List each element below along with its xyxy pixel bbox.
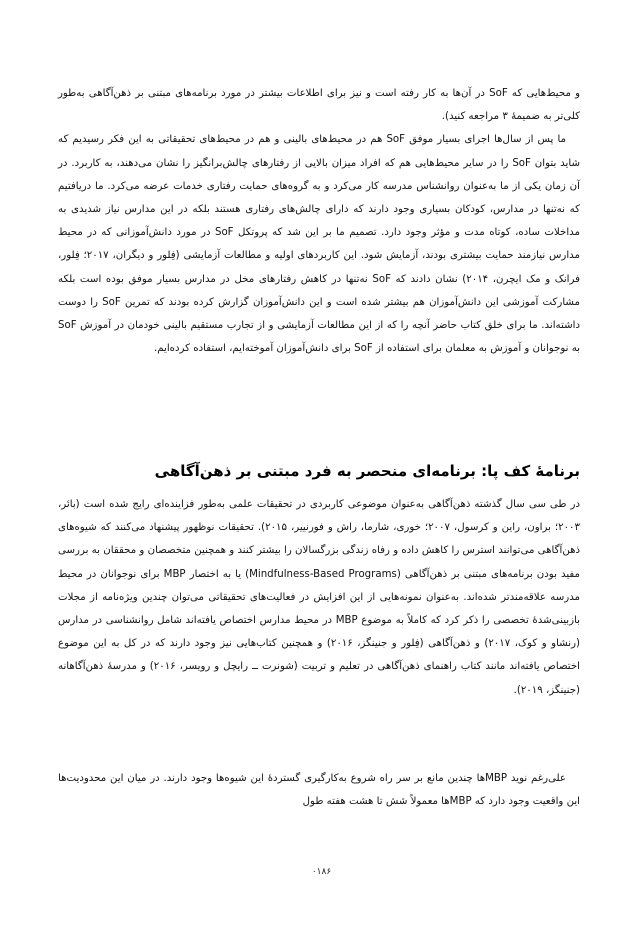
page-number: ۰۱۸۶	[311, 867, 332, 877]
body-text-tail	[58, 767, 580, 813]
paragraph-mindfulness-research: در طی سی سال گذشته ذهن‌آگاهی به‌عنوان موضوعی کاربردی در تحقیقات علمی به‌طور فزاینده‌ای رایج شده است (بائر، ۲۰۰۳؛ براون، راین و کرسول، ۲۰۰۷؛ خوری، شارما، راش و فورنییر، ۲۰۱۵). تحقیقات نوظهور پیشنهاد می‌کنند که شیوه‌های ذهن‌آگاهی می‌توانند استرس را کاهش داده و رفاه زندگی بزرگسالان را بیشتر کنند و همچنین متخصصان و محققان به بررسی مفید بودن برنامه‌های مبتنی بر ذهن‌آگاهی (Mindfulness-Based Programs) یا به اختصار MBP برای نوجوانان در محیط مدرسه علاقه‌مندتر شده‌اند. به‌عنوان نمونه‌هایی از این افزایش در فعالیت‌های تحقیقاتی می‌توان چندین ویژه‌نامه از مجلات بازبینی‌شدهٔ تخصصی را ذکر کرد که کاملاً به موضوع MBP در محیط مدارس اختصاص یافته‌اند شامل روانشناسی در مدارس (رنشاو و کوک، ۲۰۱۷) و ذهن‌آگاهی (فِلور و جنینگز، ۲۰۱۶) و همچنین کتاب‌هایی نیز وجود دارند که در کل به این موضوع اختصاص یافته‌اند مانند کتاب راهنمای ذهن‌آگاهی در تعلیم و تربیت (شونرت ــ رایچل و رویسر، ۲۰۱۶) و مدرسهٔ ذهن‌آگاهانه (جنینگز، ۲۰۱۹).	[58, 499, 581, 696]
paragraph-mbp-barriers: علی‌رغم نوید MBPها چندین مانع بر سر راه شروع به‌کارگیری گستردهٔ این شیوه‌ها وجود دارند. در میان این محدودیت‌ها این واقعیت وجود دارد که MBPها معمولاً شش تا هشت هفته طول	[58, 773, 580, 808]
body-text-bottom	[58, 493, 580, 702]
paragraph-continuation: و محیط‌هایی که SoF در آن‌ها به کار رفته است و نیز برای اطلاعات بیشتر در مورد برنامه‌های مبتنی بر ذهن‌آگاهی به‌طور کلی‌تر به ضمیمهٔ ۳ مراجعه کنید).	[58, 88, 580, 123]
paragraph-sof-schools: ما پس از سال‌ها اجرای بسیار موفق SoF هم در محیط‌های بالینی و هم در محیط‌های تحقیقاتی به این فکر رسیدیم که شاید بتوان SoF را در سایر محیط‌هایی هم که افراد میزان بالایی از رفتارهای چالش‌برانگیز را نشان می‌دهند، به کاربرد. در آن زمان یکی از ما به‌عنوان روانشناس مدرسه کار می‌کرد و به گروه‌های حمایت رفتاری خدمات عرضه می‌کرد. ما دریافتیم که نه‌تنها در مدارس، کودکان بسیاری وجود دارند که دارای چالش‌های رفتاری هستند بلکه در این مدارس نیاز شدیدی به مداخلات ساده، کوتاه مدت و مؤثر وجود دارد. تصمیم ما بر این شد که پروتکل SoF در مورد دانش‌آموزانی که در محیط مدارس نیازمند حمایت بیشتری بودند، آزمایش شود. این کاربردهای اولیه و مطالعات آزمایشی (فِلور و دیگران، ۲۰۱۷؛ فِلور، فرانک و مک ایچرن، ۲۰۱۴) نشان دادند که SoF نه‌تنها در کاهش رفتارهای مخل در مدارس بسیار موفق بوده است بلکه مشارکت آموزشی این دانش‌آموزان هم بیشتر شده است و این دانش‌آموزان گزارش کرده بودند که تمرین SoF را دوست داشته‌اند. ما برای خلق کتاب حاضر آنچه را که از این مطالعات آزمایشی و از تجارب مستقیم بالینی خودمان در آموزش SoF به نوجوانان و آموزش به معلمان برای استفاده از SoF برای دانش‌آموزان آموخته‌ایم، استفاده کرده‌ایم.	[58, 134, 580, 355]
body-text-top	[58, 82, 580, 360]
section-heading: برنامهٔ کف پا: برنامه‌ای منحصر به فرد مبتنی بر ذهن‌آگاهی	[154, 462, 580, 480]
